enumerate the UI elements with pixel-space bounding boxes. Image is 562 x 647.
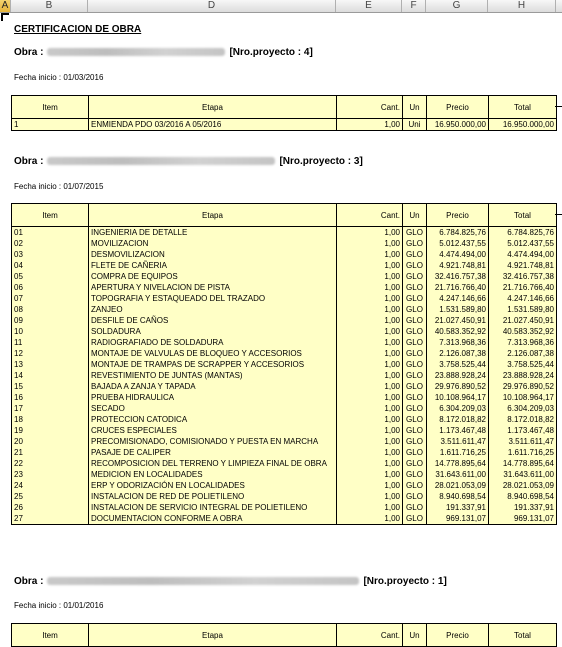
cell-cant[interactable]: 1,00: [337, 447, 403, 458]
cell-item[interactable]: 18: [12, 414, 89, 425]
cell-precio[interactable]: 6.784.825,76: [427, 227, 489, 239]
header-etapa: Etapa: [89, 96, 337, 119]
cell-total[interactable]: 32.416.757,38: [489, 271, 557, 282]
table-row[interactable]: [12, 260, 557, 271]
cell-cant[interactable]: 1,00: [337, 392, 403, 403]
cell-etapa[interactable]: PRUEBA HIDRAULICA: [89, 392, 337, 403]
cell-item[interactable]: 21: [12, 447, 89, 458]
cell-item[interactable]: 11: [12, 337, 89, 348]
etapas-table: [11, 203, 557, 525]
table-row[interactable]: [12, 348, 557, 359]
cell-un[interactable]: GLO: [403, 447, 427, 458]
cell-item[interactable]: 22: [12, 458, 89, 469]
column-header-d[interactable]: D: [88, 0, 336, 12]
table-row[interactable]: [12, 304, 557, 315]
cell-etapa[interactable]: MEDICION EN LOCALIDADES: [89, 469, 337, 480]
header-un: Un: [403, 96, 427, 119]
header-cant: Cant.: [337, 624, 403, 647]
cell-un[interactable]: GLO: [403, 425, 427, 436]
cell-total[interactable]: 4.474.494,00: [489, 249, 557, 260]
cell-total[interactable]: 3.758.525,44: [489, 359, 557, 370]
cell-etapa[interactable]: TOPOGRAFIA Y ESTAQUEADO DEL TRAZADO: [89, 293, 337, 304]
cell-item[interactable]: 23: [12, 469, 89, 480]
obra-label: Obra :: [14, 47, 44, 58]
table-row[interactable]: [12, 447, 557, 458]
active-cell-cursor: [1, 13, 9, 21]
cell-etapa[interactable]: REVESTIMIENTO DE JUNTAS (MANTAS): [89, 370, 337, 381]
table-row[interactable]: [12, 513, 557, 525]
cell-precio[interactable]: 8.172.018,82: [427, 414, 489, 425]
header-total: Total: [489, 204, 557, 227]
cell-total[interactable]: 10.108.964,17: [489, 392, 557, 403]
cell-cant[interactable]: 1,00: [337, 238, 403, 249]
cell-cant[interactable]: 1,00: [337, 119, 403, 131]
cell-total[interactable]: 969.131,07: [489, 513, 557, 525]
cell-item[interactable]: 12: [12, 348, 89, 359]
cell-total[interactable]: 4.921.748,81: [489, 260, 557, 271]
table-row[interactable]: [12, 491, 557, 502]
cell-item[interactable]: 08: [12, 304, 89, 315]
cell-etapa[interactable]: ENMIENDA PDO 03/2016 A 05/2016: [89, 119, 337, 131]
cell-un[interactable]: GLO: [403, 326, 427, 337]
cell-precio[interactable]: 3.758.525,44: [427, 359, 489, 370]
cell-total[interactable]: 8.172.018,82: [489, 414, 557, 425]
column-header-bar: [0, 0, 562, 13]
cell-item[interactable]: 13: [12, 359, 89, 370]
cell-item[interactable]: 06: [12, 282, 89, 293]
cell-total[interactable]: 23.888.928,24: [489, 370, 557, 381]
header-precio: Precio: [427, 624, 489, 647]
cell-cant[interactable]: 1,00: [337, 260, 403, 271]
cell-total[interactable]: 1.531.589,80: [489, 304, 557, 315]
cell-total[interactable]: 6.784.825,76: [489, 227, 557, 239]
table-row[interactable]: [12, 425, 557, 436]
cell-un[interactable]: GLO: [403, 293, 427, 304]
cell-cant[interactable]: 1,00: [337, 326, 403, 337]
cell-cant[interactable]: 1,00: [337, 249, 403, 260]
cell-un[interactable]: GLO: [403, 491, 427, 502]
cell-total[interactable]: 21.716.766,40: [489, 282, 557, 293]
cell-un[interactable]: GLO: [403, 304, 427, 315]
cell-un[interactable]: GLO: [403, 260, 427, 271]
cell-item[interactable]: 01: [12, 227, 89, 239]
cell-etapa[interactable]: PRECOMISIONADO, COMISIONADO Y PUESTA EN MARCHA: [89, 436, 337, 447]
cell-total[interactable]: 28.021.053,09: [489, 480, 557, 491]
table-row[interactable]: [12, 392, 557, 403]
header-precio: Precio: [427, 96, 489, 119]
obra-label: Obra :: [14, 156, 44, 167]
cell-total[interactable]: 1.611.716,25: [489, 447, 557, 458]
cell-cant[interactable]: 1,00: [337, 370, 403, 381]
header-precio: Precio: [427, 204, 489, 227]
cell-precio[interactable]: 5.012.437,55: [427, 238, 489, 249]
column-header-h[interactable]: H: [488, 0, 556, 12]
cell-etapa[interactable]: DESFILE DE CAÑOS: [89, 315, 337, 326]
cell-etapa[interactable]: INSTALACION DE SERVICIO INTEGRAL DE POLIETILENO: [89, 502, 337, 513]
cell-etapa[interactable]: ERP Y ODORIZACIÓN EN LOCALIDADES: [89, 480, 337, 491]
cell-un[interactable]: GLO: [403, 392, 427, 403]
cell-un[interactable]: GLO: [403, 359, 427, 370]
column-header-f[interactable]: F: [402, 0, 426, 12]
etapas-table: [11, 623, 557, 647]
cell-item[interactable]: 16: [12, 392, 89, 403]
table-row[interactable]: [12, 436, 557, 447]
cell-precio[interactable]: 21.716.766,40: [427, 282, 489, 293]
table-row[interactable]: [12, 502, 557, 513]
redacted-name: [47, 157, 275, 165]
cell-cant[interactable]: 1,00: [337, 491, 403, 502]
table-row[interactable]: [12, 370, 557, 381]
column-header-e[interactable]: E: [336, 0, 402, 12]
cell-un[interactable]: GLO: [403, 403, 427, 414]
cell-total[interactable]: 31.643.611,00: [489, 469, 557, 480]
column-header-a[interactable]: A: [0, 0, 11, 12]
cell-precio[interactable]: 7.313.968,36: [427, 337, 489, 348]
fecha-inicio: Fecha inicio : 01/03/2016: [14, 73, 104, 82]
table-row[interactable]: [12, 227, 557, 239]
cell-precio[interactable]: 1.531.589,80: [427, 304, 489, 315]
cell-etapa[interactable]: MONTAJE DE TRAMPAS DE SCRAPPER Y ACCESORIOS: [89, 359, 337, 370]
cell-precio[interactable]: 40.583.352,92: [427, 326, 489, 337]
cell-item[interactable]: 10: [12, 326, 89, 337]
cell-item[interactable]: 04: [12, 260, 89, 271]
cell-total[interactable]: 29.976.890,52: [489, 381, 557, 392]
cell-total[interactable]: 16.950.000,00: [489, 119, 557, 131]
cell-etapa[interactable]: APERTURA Y NIVELACION DE PISTA: [89, 282, 337, 293]
cell-un[interactable]: GLO: [403, 480, 427, 491]
cell-un[interactable]: GLO: [403, 271, 427, 282]
cell-cant[interactable]: 1,00: [337, 293, 403, 304]
table-row[interactable]: [12, 119, 557, 131]
cell-cant[interactable]: 1,00: [337, 436, 403, 447]
cell-total[interactable]: 14.778.895,64: [489, 458, 557, 469]
cell-un[interactable]: GLO: [403, 381, 427, 392]
table-header-row: [12, 624, 557, 647]
cell-total[interactable]: 40.583.352,92: [489, 326, 557, 337]
cell-total[interactable]: 8.940.698,54: [489, 491, 557, 502]
cell-cant[interactable]: 1,00: [337, 271, 403, 282]
cell-etapa[interactable]: PASAJE DE CALIPER: [89, 447, 337, 458]
etapas-table: [11, 95, 557, 131]
cell-total[interactable]: 191.337,91: [489, 502, 557, 513]
page-break-marker: [555, 106, 562, 107]
fecha-inicio: Fecha inicio : 01/01/2016: [14, 601, 104, 610]
column-header-b[interactable]: B: [11, 0, 88, 12]
cell-un[interactable]: GLO: [403, 227, 427, 239]
cell-cant[interactable]: 1,00: [337, 480, 403, 491]
cell-total[interactable]: 3.511.611,47: [489, 436, 557, 447]
cell-etapa[interactable]: SECADO: [89, 403, 337, 414]
cell-un[interactable]: GLO: [403, 282, 427, 293]
header-item: Item: [12, 96, 89, 119]
table-row[interactable]: [12, 315, 557, 326]
cell-precio[interactable]: 4.474.494,00: [427, 249, 489, 260]
cell-precio[interactable]: 969.131,07: [427, 513, 489, 525]
table-row[interactable]: [12, 480, 557, 491]
header-un: Un: [403, 624, 427, 647]
column-header-g[interactable]: G: [426, 0, 488, 12]
cell-un[interactable]: GLO: [403, 513, 427, 525]
cell-item[interactable]: 14: [12, 370, 89, 381]
table-row[interactable]: [12, 381, 557, 392]
cell-precio[interactable]: 4.247.146,66: [427, 293, 489, 304]
table-row[interactable]: [12, 337, 557, 348]
cell-etapa[interactable]: DESMOVILIZACION: [89, 249, 337, 260]
header-item: Item: [12, 624, 89, 647]
obra-line-3: [14, 576, 447, 587]
cell-precio[interactable]: 1.173.467,48: [427, 425, 489, 436]
page-break-marker: [555, 214, 562, 215]
cell-cant[interactable]: 1,00: [337, 348, 403, 359]
cell-etapa[interactable]: ZANJEO: [89, 304, 337, 315]
cell-precio[interactable]: 32.416.757,38: [427, 271, 489, 282]
cell-item[interactable]: 03: [12, 249, 89, 260]
cell-item[interactable]: 26: [12, 502, 89, 513]
table-header-row: [12, 96, 557, 119]
cell-cant[interactable]: 1,00: [337, 469, 403, 480]
cell-un[interactable]: GLO: [403, 502, 427, 513]
cell-item[interactable]: 17: [12, 403, 89, 414]
table-row[interactable]: [12, 238, 557, 249]
cell-item[interactable]: 05: [12, 271, 89, 282]
cell-un[interactable]: GLO: [403, 469, 427, 480]
cell-total[interactable]: 5.012.437,55: [489, 238, 557, 249]
redacted-name: [47, 48, 225, 56]
cell-etapa[interactable]: DOCUMENTACION CONFORME A OBRA: [89, 513, 337, 525]
cell-item[interactable]: 02: [12, 238, 89, 249]
cell-precio[interactable]: 29.976.890,52: [427, 381, 489, 392]
cell-un[interactable]: Uni: [403, 119, 427, 131]
cell-etapa[interactable]: COMPRA DE EQUIPOS: [89, 271, 337, 282]
cell-un[interactable]: GLO: [403, 436, 427, 447]
cell-etapa[interactable]: MOVILIZACION: [89, 238, 337, 249]
cell-item[interactable]: 25: [12, 491, 89, 502]
project-number: [Nro.proyecto : 3]: [279, 156, 363, 167]
cell-cant[interactable]: 1,00: [337, 425, 403, 436]
cell-etapa[interactable]: BAJADA A ZANJA Y TAPADA: [89, 381, 337, 392]
cell-cant[interactable]: 1,00: [337, 381, 403, 392]
header-un: Un: [403, 204, 427, 227]
cell-cant[interactable]: 1,00: [337, 458, 403, 469]
cell-un[interactable]: GLO: [403, 249, 427, 260]
cell-cant[interactable]: 1,00: [337, 337, 403, 348]
cell-un[interactable]: GLO: [403, 238, 427, 249]
cell-un[interactable]: GLO: [403, 414, 427, 425]
cell-cant[interactable]: 1,00: [337, 359, 403, 370]
cell-etapa[interactable]: PROTECCION CATODICA: [89, 414, 337, 425]
header-etapa: Etapa: [89, 624, 337, 647]
cell-precio[interactable]: 8.940.698,54: [427, 491, 489, 502]
table-row[interactable]: [12, 271, 557, 282]
cell-cant[interactable]: 1,00: [337, 315, 403, 326]
cell-precio[interactable]: 14.778.895,64: [427, 458, 489, 469]
cell-total[interactable]: 4.247.146,66: [489, 293, 557, 304]
fecha-inicio: Fecha inicio : 01/07/2015: [14, 182, 104, 191]
cell-cant[interactable]: 1,00: [337, 414, 403, 425]
cell-precio[interactable]: 1.611.716,25: [427, 447, 489, 458]
table-row[interactable]: [12, 414, 557, 425]
cell-item[interactable]: 19: [12, 425, 89, 436]
cell-cant[interactable]: 1,00: [337, 513, 403, 525]
cell-cant[interactable]: 1,00: [337, 403, 403, 414]
cell-total[interactable]: 7.313.968,36: [489, 337, 557, 348]
cell-item[interactable]: 15: [12, 381, 89, 392]
header-total: Total: [489, 96, 557, 119]
cell-item[interactable]: 07: [12, 293, 89, 304]
redacted-name: [47, 577, 359, 585]
table-row[interactable]: [12, 469, 557, 480]
cell-precio[interactable]: 28.021.053,09: [427, 480, 489, 491]
cell-item[interactable]: 1: [12, 119, 89, 131]
cell-total[interactable]: 21.027.450,91: [489, 315, 557, 326]
cell-precio[interactable]: 6.304.209,03: [427, 403, 489, 414]
table-row[interactable]: [12, 282, 557, 293]
cell-etapa[interactable]: FLETE DE CAÑERIA: [89, 260, 337, 271]
cell-total[interactable]: 2.126.087,38: [489, 348, 557, 359]
obra-line-1: [14, 47, 313, 58]
cell-item[interactable]: 24: [12, 480, 89, 491]
cell-etapa[interactable]: CRUCES ESPECIALES: [89, 425, 337, 436]
project-number: [Nro.proyecto : 4]: [229, 47, 313, 58]
header-item: Item: [12, 204, 89, 227]
table-header-row: [12, 204, 557, 227]
cell-total[interactable]: 6.304.209,03: [489, 403, 557, 414]
cell-precio[interactable]: 16.950.000,00: [427, 119, 489, 131]
cell-un[interactable]: GLO: [403, 315, 427, 326]
header-total: Total: [489, 624, 557, 647]
cell-precio[interactable]: 21.027.450,91: [427, 315, 489, 326]
cell-total[interactable]: 1.173.467,48: [489, 425, 557, 436]
header-cant: Cant.: [337, 96, 403, 119]
cell-un[interactable]: GLO: [403, 348, 427, 359]
table-row[interactable]: [12, 293, 557, 304]
cell-precio[interactable]: 3.511.611,47: [427, 436, 489, 447]
cell-item[interactable]: 27: [12, 513, 89, 525]
cell-precio[interactable]: 10.108.964,17: [427, 392, 489, 403]
cell-precio[interactable]: 191.337,91: [427, 502, 489, 513]
cell-precio[interactable]: 31.643.611,00: [427, 469, 489, 480]
page-title: CERTIFICACION DE OBRA: [14, 24, 142, 35]
cell-precio[interactable]: 2.126.087,38: [427, 348, 489, 359]
cell-precio[interactable]: 23.888.928,24: [427, 370, 489, 381]
cell-un[interactable]: GLO: [403, 370, 427, 381]
obra-line-2: [14, 156, 363, 167]
obra-label: Obra :: [14, 576, 44, 587]
project-number: [Nro.proyecto : 1]: [363, 576, 447, 587]
cell-item[interactable]: 20: [12, 436, 89, 447]
header-cant: Cant.: [337, 204, 403, 227]
header-etapa: Etapa: [89, 204, 337, 227]
table-row[interactable]: [12, 359, 557, 370]
cell-cant[interactable]: 1,00: [337, 304, 403, 315]
cell-cant[interactable]: 1,00: [337, 227, 403, 239]
cell-precio[interactable]: 4.921.748,81: [427, 260, 489, 271]
table-row[interactable]: [12, 326, 557, 337]
cell-cant[interactable]: 1,00: [337, 502, 403, 513]
cell-cant[interactable]: 1,00: [337, 282, 403, 293]
cell-etapa[interactable]: MONTAJE DE VALVULAS DE BLOQUEO Y ACCESORIOS: [89, 348, 337, 359]
cell-etapa[interactable]: INGENIERIA DE DETALLE: [89, 227, 337, 239]
cell-etapa[interactable]: SOLDADURA: [89, 326, 337, 337]
table-row[interactable]: [12, 458, 557, 469]
cell-etapa[interactable]: INSTALACION DE RED DE POLIETILENO: [89, 491, 337, 502]
cell-etapa[interactable]: RECOMPOSICION DEL TERRENO Y LIMPIEZA FINAL DE OBRA: [89, 458, 337, 469]
table-row[interactable]: [12, 249, 557, 260]
cell-item[interactable]: 09: [12, 315, 89, 326]
cell-un[interactable]: GLO: [403, 337, 427, 348]
table-row[interactable]: [12, 403, 557, 414]
cell-etapa[interactable]: RADIOGRAFIADO DE SOLDADURA: [89, 337, 337, 348]
cell-un[interactable]: GLO: [403, 458, 427, 469]
